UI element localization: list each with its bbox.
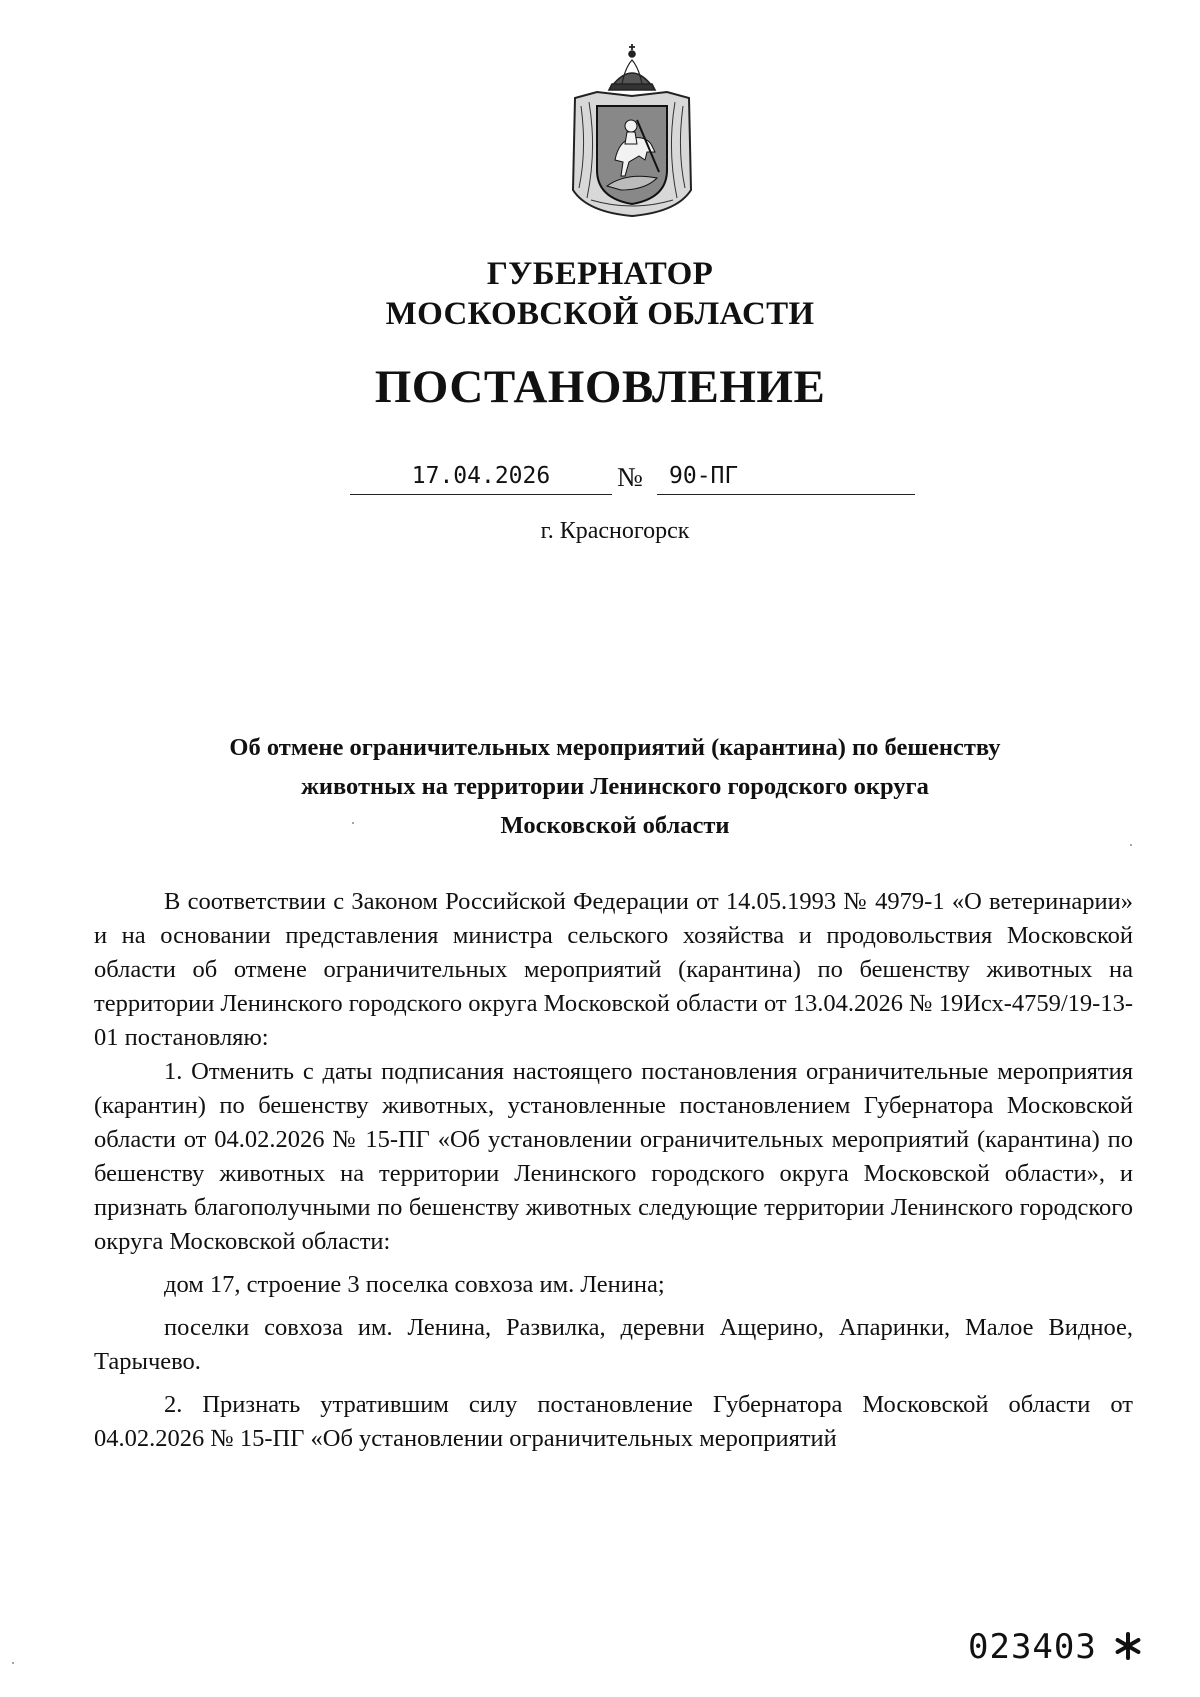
title-line: Московской области xyxy=(500,812,730,839)
title-line: животных на территории Ленинского городского округа xyxy=(301,773,929,800)
authority-line2: МОСКОВСКОЙ ОБЛАСТИ xyxy=(385,296,815,332)
serial-number: 023403 xyxy=(968,1627,1097,1667)
city: г. Красногорск xyxy=(540,518,690,544)
authority-line1: ГУБЕРНАТОР xyxy=(486,256,714,292)
scan-speck xyxy=(12,1662,14,1664)
document-number-field xyxy=(657,458,915,495)
document-date: 17.04.2026 xyxy=(350,458,612,495)
number-sign: № xyxy=(617,462,643,492)
body-paragraph: дом 17, строение 3 поселка совхоза им. Ленина; xyxy=(164,1271,665,1298)
asterisk-icon xyxy=(1113,1631,1143,1661)
body-paragraph: 1. Отменить с даты подписания настоящего постановления ограничительные мероприятия (карантин) по бешенству животных, установленные постановлением Губернатора Московской области от 04.02.2026 № 15-ПГ «Об установлении ограничительных мероприятий (карантина) по бешенству животных на территории Ленинского городского округа Московской области», и признать благополучными по бешенству животных следующие территории Ленинского городского округа Московской области: xyxy=(94,1058,1133,1255)
moscow-oblast-coat-of-arms-icon xyxy=(567,40,697,220)
scan-speck xyxy=(1130,844,1132,846)
body-paragraph: В соответствии с Законом Российской Федерации от 14.05.1993 № 4979-1 «О ветеринарии» и на основании представления министра сельского хозяйства и продовольствия Московской области об отмене ограничительных мероприятий (карантина) по бешенству животных на территории Ленинского городского округа Московской области от 13.04.2026 № 19Исх-4759/19-13-01 постановляю: xyxy=(94,888,1133,1051)
title-line: Об отмене ограничительных мероприятий (карантина) по бешенству xyxy=(229,734,1001,761)
document-title xyxy=(150,728,1080,845)
document-number: 90-ПГ xyxy=(669,463,739,489)
document-type: ПОСТАНОВЛЕНИЕ xyxy=(374,361,826,413)
document-body xyxy=(94,885,1133,1456)
body-paragraph: 2. Признать утратившим силу постановление Губернатора Московской области от 04.02.2026 № 15-ПГ «Об установлении ограничительных мероприятий xyxy=(94,1391,1133,1452)
body-paragraph: поселки совхоза им. Ленина, Развилка, деревни Ащерино, Апаринки, Малое Видное, Тарычево. xyxy=(94,1314,1133,1375)
scan-speck xyxy=(352,822,354,824)
